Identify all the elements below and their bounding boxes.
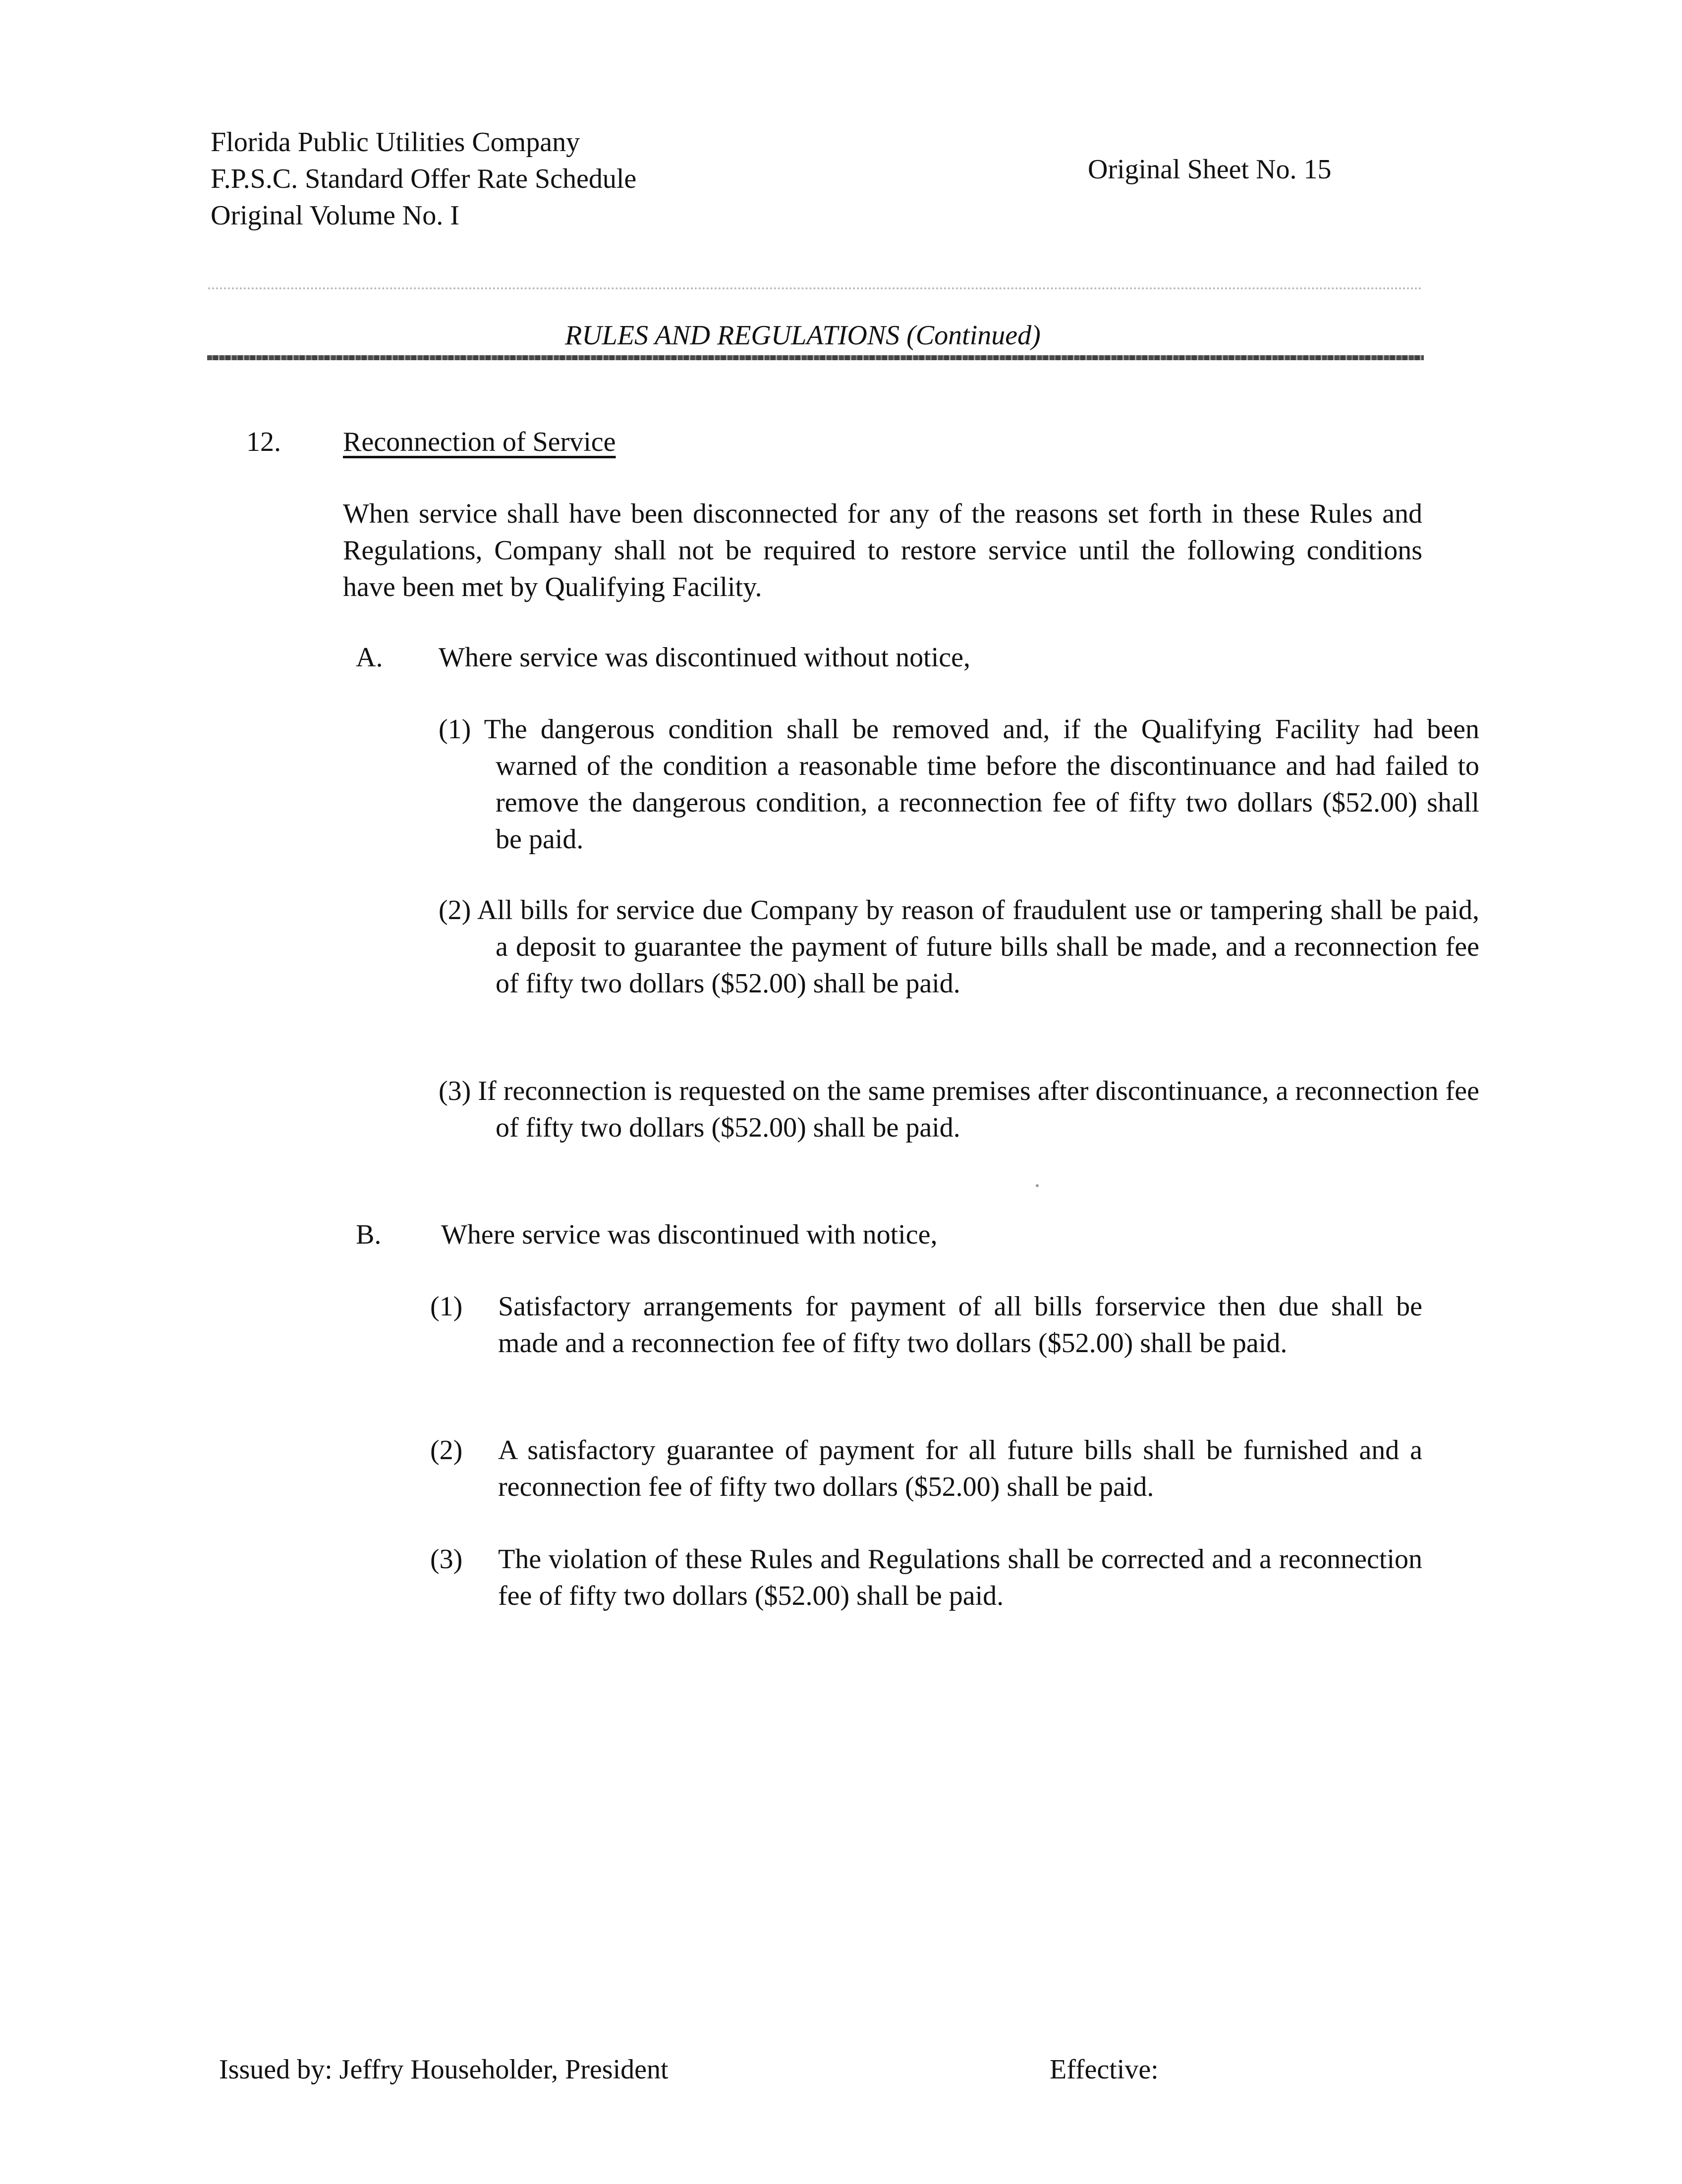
effective-date-label: Effective: <box>1050 2054 1159 2085</box>
issued-by: Issued by: Jeffry Householder, President <box>219 2054 669 2085</box>
subsection-a-item-1: (1) The dangerous condition shall be removed and, if the Qualifying Facility had been warned of the condition a reasonable time before the discontinuance and had failed to remove the dangerous condition, a reconnection fee of fifty two dollars ($52.00) shall be paid. <box>439 714 1479 855</box>
sheet-number: Original Sheet No. 15 <box>1088 154 1332 185</box>
subsection-b-item-1-text: Satisfactory arrangements for payment of all bills forservice then due shall be made and a reconnection fee of fifty two dollars ($52.00) shall be paid. <box>498 1291 1422 1359</box>
rate-schedule: F.P.S.C. Standard Offer Rate Schedule <box>211 164 637 194</box>
section-number: 12. <box>246 427 281 457</box>
subsection-b-item-3-number: (3) <box>430 1544 463 1575</box>
subsection-a-letter: A. <box>356 642 383 673</box>
header-company-block <box>211 124 636 234</box>
subsection-b-letter: B. <box>356 1219 382 1250</box>
company-name: Florida Public Utilities Company <box>211 127 580 158</box>
subsection-a-item-2: (2) All bills for service due Company by reason of fraudulent use or tampering shall be paid, a deposit to guarantee the payment of future bills shall be made, and a reconnection fee of fifty two dollars ($52.00) shall be paid. <box>439 895 1479 999</box>
subsection-b-heading: Where service was discontinued with notice, <box>441 1219 938 1250</box>
section-heading: Reconnection of Service <box>343 427 616 457</box>
subsection-a-item-3: (3) If reconnection is requested on the same premises after discontinuance, a reconnection fee of fifty two dollars ($52.00) shall be paid. <box>439 1076 1479 1143</box>
title-rule-line <box>207 355 1424 360</box>
volume-number: Original Volume No. I <box>211 200 459 231</box>
subsection-b-item-2-number: (2) <box>430 1435 463 1466</box>
dotted-divider <box>208 287 1422 292</box>
subsection-b-item-1-number: (1) <box>430 1291 463 1322</box>
scan-speck <box>1036 1184 1039 1187</box>
subsection-a-heading: Where service was discontinued without notice, <box>439 642 970 673</box>
subsection-b-item-2-text: A satisfactory guarantee of payment for all future bills shall be furnished and a reconnection fee of fifty two dollars ($52.00) shall be paid. <box>498 1435 1422 1502</box>
section-intro-paragraph: When service shall have been disconnected for any of the reasons set forth in these Rules and Regulations, Company shall not be required to restore service until the following conditions have been met by Qualifying Facility. <box>343 498 1422 602</box>
subsection-b-item-3-text: The violation of these Rules and Regulations shall be corrected and a reconnection fee of fifty two dollars ($52.00) shall be paid. <box>498 1544 1422 1611</box>
page-title: RULES AND REGULATIONS (Continued) <box>565 320 1041 351</box>
